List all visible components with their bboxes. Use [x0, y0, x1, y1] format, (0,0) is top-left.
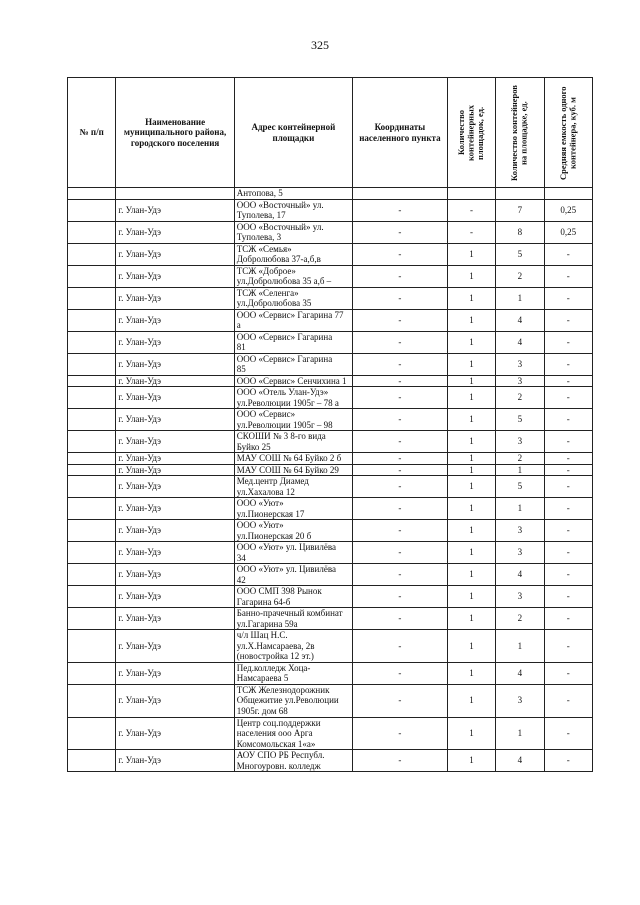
table-row — [68, 717, 593, 750]
header-container-count: Количество контейнеров на площадке, ед. — [496, 78, 544, 188]
cell-avg-capacity: - — [544, 498, 592, 520]
cell-container-count: 3 — [496, 353, 544, 375]
cell-container-count: 3 — [496, 684, 544, 717]
cell-container-count: 2 — [496, 387, 544, 409]
cell-municipality: г. Улан-Удэ — [116, 453, 234, 465]
cell-address: МАУ СОШ № 64 Буйко 2 б — [234, 453, 352, 465]
cell-municipality: г. Улан-Удэ — [116, 750, 234, 772]
cell-container-count: 3 — [496, 375, 544, 387]
cell-avg-capacity: - — [544, 387, 592, 409]
cell-coords: - — [353, 717, 448, 750]
table-row — [68, 188, 593, 200]
cell-container-count: 1 — [496, 287, 544, 309]
cell-num — [68, 353, 116, 375]
table-row — [68, 331, 593, 353]
cell-avg-capacity: - — [544, 717, 592, 750]
cell-municipality: г. Улан-Удэ — [116, 375, 234, 387]
cell-municipality: г. Улан-Удэ — [116, 287, 234, 309]
table-row — [68, 375, 593, 387]
cell-site-count: 1 — [447, 476, 495, 498]
cell-container-count: 2 — [496, 453, 544, 465]
header-municipality: Наименование муниципального района, городского поселения — [116, 78, 234, 188]
cell-container-count: 1 — [496, 498, 544, 520]
cell-municipality: г. Улан-Удэ — [116, 464, 234, 476]
cell-municipality: г. Улан-Удэ — [116, 564, 234, 586]
cell-num — [68, 476, 116, 498]
table-row — [68, 353, 593, 375]
cell-coords: - — [353, 431, 448, 453]
cell-coords: - — [353, 309, 448, 331]
header-address: Адрес контейнерной площадки — [234, 78, 352, 188]
cell-container-count: 5 — [496, 243, 544, 265]
cell-coords: - — [353, 453, 448, 465]
cell-site-count: 1 — [447, 409, 495, 431]
table-row — [68, 199, 593, 221]
cell-num — [68, 564, 116, 586]
cell-num — [68, 520, 116, 542]
cell-coords: - — [353, 586, 448, 608]
cell-num — [68, 662, 116, 684]
cell-municipality: г. Улан-Удэ — [116, 542, 234, 564]
cell-avg-capacity: - — [544, 464, 592, 476]
cell-container-count: 5 — [496, 476, 544, 498]
cell-avg-capacity: - — [544, 586, 592, 608]
table-row — [68, 608, 593, 630]
cell-num — [68, 331, 116, 353]
cell-address: ООО «Уют» ул. Цивилёва 42 — [234, 564, 352, 586]
cell-coords: - — [353, 331, 448, 353]
cell-site-count: 1 — [447, 375, 495, 387]
cell-address: ООО «Уют» ул.Пионерская 17 — [234, 498, 352, 520]
cell-coords: - — [353, 662, 448, 684]
cell-avg-capacity: - — [544, 608, 592, 630]
cell-address: ТСЖ «Доброе» ул.Добролюбова 35 а,б – — [234, 265, 352, 287]
cell-municipality: г. Улан-Удэ — [116, 431, 234, 453]
cell-avg-capacity: - — [544, 630, 592, 663]
cell-coords: - — [353, 464, 448, 476]
cell-num — [68, 717, 116, 750]
cell-container-count: 5 — [496, 409, 544, 431]
cell-municipality: г. Улан-Удэ — [116, 265, 234, 287]
table-row — [68, 662, 593, 684]
cell-address: Банно-прачечный комбинат ул.Гагарина 59а — [234, 608, 352, 630]
cell-num — [68, 287, 116, 309]
cell-site-count: 1 — [447, 717, 495, 750]
cell-avg-capacity: - — [544, 750, 592, 772]
table-row — [68, 265, 593, 287]
table-row — [68, 221, 593, 243]
cell-site-count: - — [447, 199, 495, 221]
cell-coords: - — [353, 387, 448, 409]
cell-avg-capacity: 0,25 — [544, 221, 592, 243]
cell-avg-capacity: - — [544, 431, 592, 453]
table-row — [68, 564, 593, 586]
cell-coords: - — [353, 243, 448, 265]
cell-address: ООО «Сервис» Гагарина 81 — [234, 331, 352, 353]
cell-coords: - — [353, 630, 448, 663]
cell-municipality: г. Улан-Удэ — [116, 717, 234, 750]
cell-coords: - — [353, 265, 448, 287]
cell-container-count: 1 — [496, 630, 544, 663]
cell-municipality — [116, 188, 234, 200]
cell-avg-capacity: - — [544, 265, 592, 287]
cell-avg-capacity: - — [544, 662, 592, 684]
cell-container-count: 3 — [496, 542, 544, 564]
cell-site-count: 1 — [447, 265, 495, 287]
cell-num — [68, 464, 116, 476]
cell-address: ООО «Сервис» Гагарина 77 а — [234, 309, 352, 331]
cell-coords: - — [353, 520, 448, 542]
cell-num — [68, 265, 116, 287]
cell-num — [68, 608, 116, 630]
table-row — [68, 287, 593, 309]
cell-site-count: 1 — [447, 453, 495, 465]
cell-site-count: 1 — [447, 243, 495, 265]
cell-avg-capacity: - — [544, 243, 592, 265]
cell-site-count: 1 — [447, 431, 495, 453]
cell-site-count: - — [447, 221, 495, 243]
cell-address: ТСЖ «Селенга» ул.Добролюбова 35 — [234, 287, 352, 309]
cell-num — [68, 243, 116, 265]
cell-container-count: 3 — [496, 431, 544, 453]
cell-address: ООО «Уют» ул.Пионерская 20 б — [234, 520, 352, 542]
cell-site-count: 1 — [447, 630, 495, 663]
cell-container-count: 3 — [496, 520, 544, 542]
table-row — [68, 243, 593, 265]
cell-num — [68, 199, 116, 221]
container-sites-table — [67, 77, 593, 772]
cell-coords: - — [353, 353, 448, 375]
cell-municipality: г. Улан-Удэ — [116, 476, 234, 498]
cell-avg-capacity: - — [544, 453, 592, 465]
cell-address: Мед.центр Диамед ул.Хахалова 12 — [234, 476, 352, 498]
cell-container-count: 4 — [496, 564, 544, 586]
table-row — [68, 542, 593, 564]
cell-coords: - — [353, 476, 448, 498]
table-row — [68, 586, 593, 608]
cell-coords: - — [353, 199, 448, 221]
cell-address: АОУ СПО РБ Республ. Многоуровн. колледж — [234, 750, 352, 772]
cell-coords: - — [353, 221, 448, 243]
table-row — [68, 387, 593, 409]
cell-num — [68, 409, 116, 431]
cell-container-count: 1 — [496, 717, 544, 750]
cell-site-count: 1 — [447, 608, 495, 630]
cell-avg-capacity: - — [544, 309, 592, 331]
cell-num — [68, 630, 116, 663]
cell-address: СКОШИ № 3 8-го вида Буйко 25 — [234, 431, 352, 453]
cell-municipality: г. Улан-Удэ — [116, 684, 234, 717]
table-row — [68, 750, 593, 772]
cell-coords: - — [353, 287, 448, 309]
cell-num — [68, 750, 116, 772]
cell-num — [68, 542, 116, 564]
cell-site-count: 1 — [447, 750, 495, 772]
cell-address: ООО «Сервис» Сенчихина 1 — [234, 375, 352, 387]
cell-avg-capacity: - — [544, 375, 592, 387]
cell-site-count: 1 — [447, 586, 495, 608]
cell-container-count: 3 — [496, 586, 544, 608]
cell-address: МАУ СОШ № 64 Буйко 29 — [234, 464, 352, 476]
cell-avg-capacity: - — [544, 287, 592, 309]
cell-avg-capacity: - — [544, 331, 592, 353]
cell-container-count: 4 — [496, 309, 544, 331]
cell-container-count: 7 — [496, 199, 544, 221]
header-coords: Координаты населенного пункта — [353, 78, 448, 188]
cell-address: Антопова, 5 — [234, 188, 352, 200]
cell-site-count: 1 — [447, 464, 495, 476]
cell-site-count — [447, 188, 495, 200]
cell-address: Центр соц.поддержки населения ооо Арга Комсомольская 1«а» — [234, 717, 352, 750]
cell-municipality: г. Улан-Удэ — [116, 498, 234, 520]
cell-container-count: 8 — [496, 221, 544, 243]
cell-num — [68, 586, 116, 608]
cell-site-count: 1 — [447, 662, 495, 684]
cell-num — [68, 188, 116, 200]
table-row — [68, 520, 593, 542]
cell-container-count: 4 — [496, 750, 544, 772]
cell-coords: - — [353, 684, 448, 717]
cell-num — [68, 431, 116, 453]
cell-avg-capacity: - — [544, 564, 592, 586]
cell-coords: - — [353, 409, 448, 431]
cell-site-count: 1 — [447, 564, 495, 586]
cell-coords: - — [353, 498, 448, 520]
cell-address: ТСЖ Железнодорожник Общежитие ул.Революции 1905г. дом 68 — [234, 684, 352, 717]
cell-num — [68, 309, 116, 331]
cell-container-count: 2 — [496, 265, 544, 287]
cell-site-count: 1 — [447, 353, 495, 375]
cell-container-count: 1 — [496, 464, 544, 476]
cell-site-count: 1 — [447, 331, 495, 353]
cell-num — [68, 684, 116, 717]
cell-municipality: г. Улан-Удэ — [116, 662, 234, 684]
cell-municipality: г. Улан-Удэ — [116, 331, 234, 353]
cell-avg-capacity: - — [544, 353, 592, 375]
cell-avg-capacity: - — [544, 542, 592, 564]
cell-avg-capacity: - — [544, 476, 592, 498]
cell-address: ООО «Сервис» Гагарина 85 — [234, 353, 352, 375]
cell-num — [68, 387, 116, 409]
cell-address: ООО СМП 398 Рынок Гагарина 64-б — [234, 586, 352, 608]
cell-avg-capacity: 0,25 — [544, 199, 592, 221]
page-number: 325 — [311, 38, 329, 52]
cell-container-count — [496, 188, 544, 200]
cell-num — [68, 221, 116, 243]
cell-address: ч/л Шац Н.С. ул.Х.Намсараева, 2в (новостройка 12 эт.) — [234, 630, 352, 663]
cell-avg-capacity: - — [544, 684, 592, 717]
cell-site-count: 1 — [447, 309, 495, 331]
cell-avg-capacity: - — [544, 409, 592, 431]
cell-container-count: 4 — [496, 662, 544, 684]
cell-municipality: г. Улан-Удэ — [116, 586, 234, 608]
cell-municipality: г. Улан-Удэ — [116, 309, 234, 331]
cell-address: Пед.колледж Хоца- Намсараева 5 — [234, 662, 352, 684]
header-avg-capacity: Средняя емкость одного контейнера, куб. м — [544, 78, 592, 188]
cell-site-count: 1 — [447, 684, 495, 717]
cell-municipality: г. Улан-Удэ — [116, 221, 234, 243]
cell-municipality: г. Улан-Удэ — [116, 243, 234, 265]
table-row — [68, 464, 593, 476]
cell-municipality: г. Улан-Удэ — [116, 630, 234, 663]
cell-address: ООО «Восточный» ул. Туполева, 17 — [234, 199, 352, 221]
cell-address: ООО «Сервис» ул.Революции 1905г – 98 — [234, 409, 352, 431]
cell-address: ООО «Отель Улан-Удэ» ул.Революции 1905г – 78 а — [234, 387, 352, 409]
cell-avg-capacity: - — [544, 520, 592, 542]
table-row — [68, 409, 593, 431]
cell-avg-capacity — [544, 188, 592, 200]
cell-coords: - — [353, 375, 448, 387]
table-row — [68, 498, 593, 520]
cell-coords: - — [353, 564, 448, 586]
cell-num — [68, 498, 116, 520]
cell-num — [68, 375, 116, 387]
table-row — [68, 630, 593, 663]
table-row — [68, 431, 593, 453]
cell-address: ООО «Восточный» ул. Туполева, 3 — [234, 221, 352, 243]
cell-site-count: 1 — [447, 498, 495, 520]
cell-site-count: 1 — [447, 387, 495, 409]
cell-num — [68, 453, 116, 465]
cell-site-count: 1 — [447, 520, 495, 542]
cell-municipality: г. Улан-Удэ — [116, 353, 234, 375]
table-row — [68, 684, 593, 717]
cell-container-count: 2 — [496, 608, 544, 630]
cell-municipality: г. Улан-Удэ — [116, 409, 234, 431]
table-header-row — [68, 78, 593, 188]
table-row — [68, 453, 593, 465]
table-row — [68, 476, 593, 498]
cell-coords: - — [353, 542, 448, 564]
cell-site-count: 1 — [447, 287, 495, 309]
cell-site-count: 1 — [447, 542, 495, 564]
table-row — [68, 309, 593, 331]
cell-coords: - — [353, 608, 448, 630]
cell-coords — [353, 188, 448, 200]
cell-municipality: г. Улан-Удэ — [116, 520, 234, 542]
header-num: № п/п — [68, 78, 116, 188]
cell-container-count: 4 — [496, 331, 544, 353]
cell-coords: - — [353, 750, 448, 772]
cell-address: ООО «Уют» ул. Цивилёва 34 — [234, 542, 352, 564]
header-site-count: Количество контейнерных площадок, ед. — [447, 78, 495, 188]
cell-municipality: г. Улан-Удэ — [116, 387, 234, 409]
cell-municipality: г. Улан-Удэ — [116, 199, 234, 221]
cell-address: ТСЖ «Семья» Добролюбова 37-а,б,в — [234, 243, 352, 265]
cell-municipality: г. Улан-Удэ — [116, 608, 234, 630]
